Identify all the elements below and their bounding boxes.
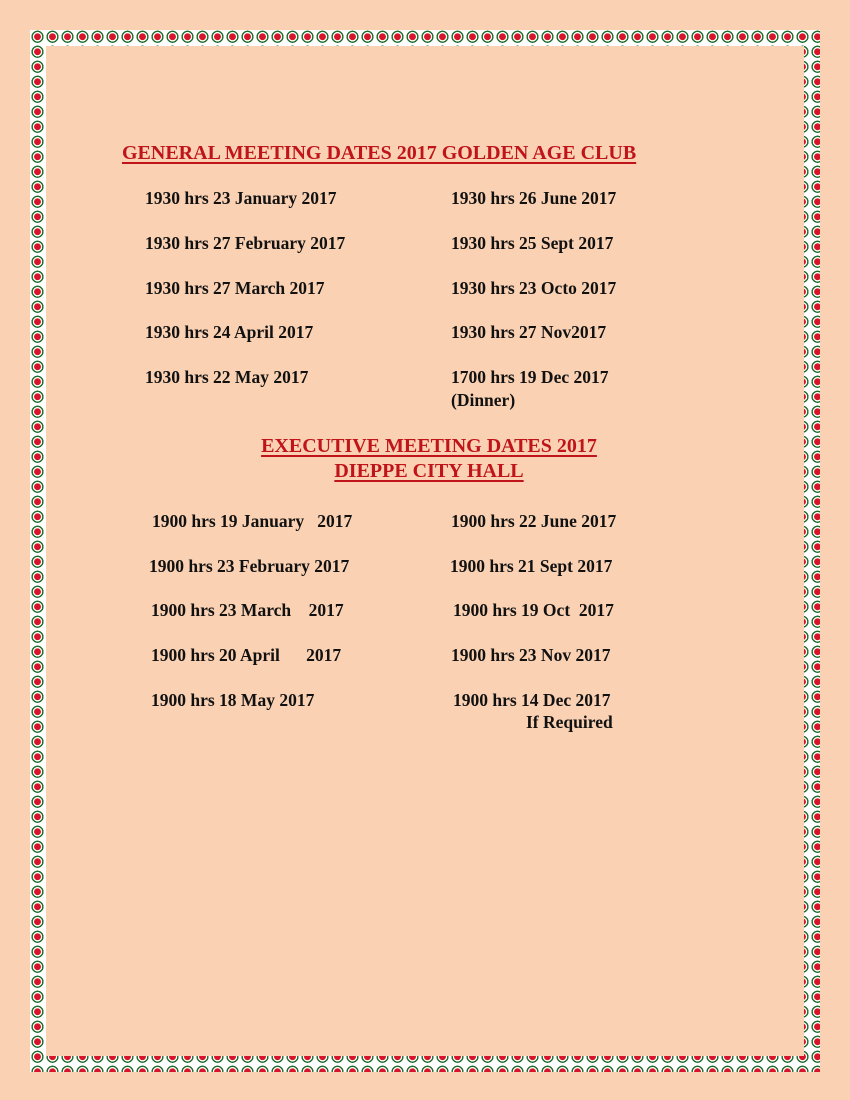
if-required-note: If Required: [526, 712, 613, 732]
executive-title-line-1: EXECUTIVE MEETING DATES 2017: [261, 435, 597, 457]
general-date-left-5: 1930 hrs 22 May 2017: [145, 367, 309, 387]
executive-date-right-1: 1900 hrs 22 June 2017: [451, 511, 617, 531]
executive-date-left-5: 1900 hrs 18 May 2017: [151, 690, 315, 710]
dinner-note: (Dinner): [451, 390, 516, 410]
executive-title-line-2: DIEPPE CITY HALL: [334, 460, 524, 482]
general-meeting-title: GENERAL MEETING DATES 2017 GOLDEN AGE CLUB: [122, 142, 637, 164]
general-date-right-4: 1930 hrs 27 Nov2017: [451, 322, 607, 342]
general-date-left-3: 1930 hrs 27 March 2017: [145, 278, 325, 298]
executive-meeting-title: [0, 434, 850, 484]
executive-date-right-5: 1900 hrs 14 Dec 2017: [453, 690, 611, 710]
general-date-left-2: 1930 hrs 27 February 2017: [145, 233, 346, 253]
general-date-left-4: 1930 hrs 24 April 2017: [145, 322, 314, 342]
executive-date-left-2: 1900 hrs 23 February 2017: [149, 556, 350, 576]
executive-date-left-4: 1900 hrs 20 April 2017: [151, 645, 342, 665]
executive-date-left-3: 1900 hrs 23 March 2017: [151, 600, 344, 620]
general-date-left-1: 1930 hrs 23 January 2017: [145, 188, 337, 208]
executive-date-left-1: 1900 hrs 19 January 2017: [152, 511, 353, 531]
general-date-right-5: 1700 hrs 19 Dec 2017: [451, 367, 609, 387]
general-date-right-3: 1930 hrs 23 Octo 2017: [451, 278, 617, 298]
general-date-right-2: 1930 hrs 25 Sept 2017: [451, 233, 614, 253]
executive-date-right-3: 1900 hrs 19 Oct 2017: [453, 600, 614, 620]
executive-date-right-4: 1900 hrs 23 Nov 2017: [451, 645, 611, 665]
general-date-right-1: 1930 hrs 26 June 2017: [451, 188, 617, 208]
executive-date-right-2: 1900 hrs 21 Sept 2017: [450, 556, 613, 576]
